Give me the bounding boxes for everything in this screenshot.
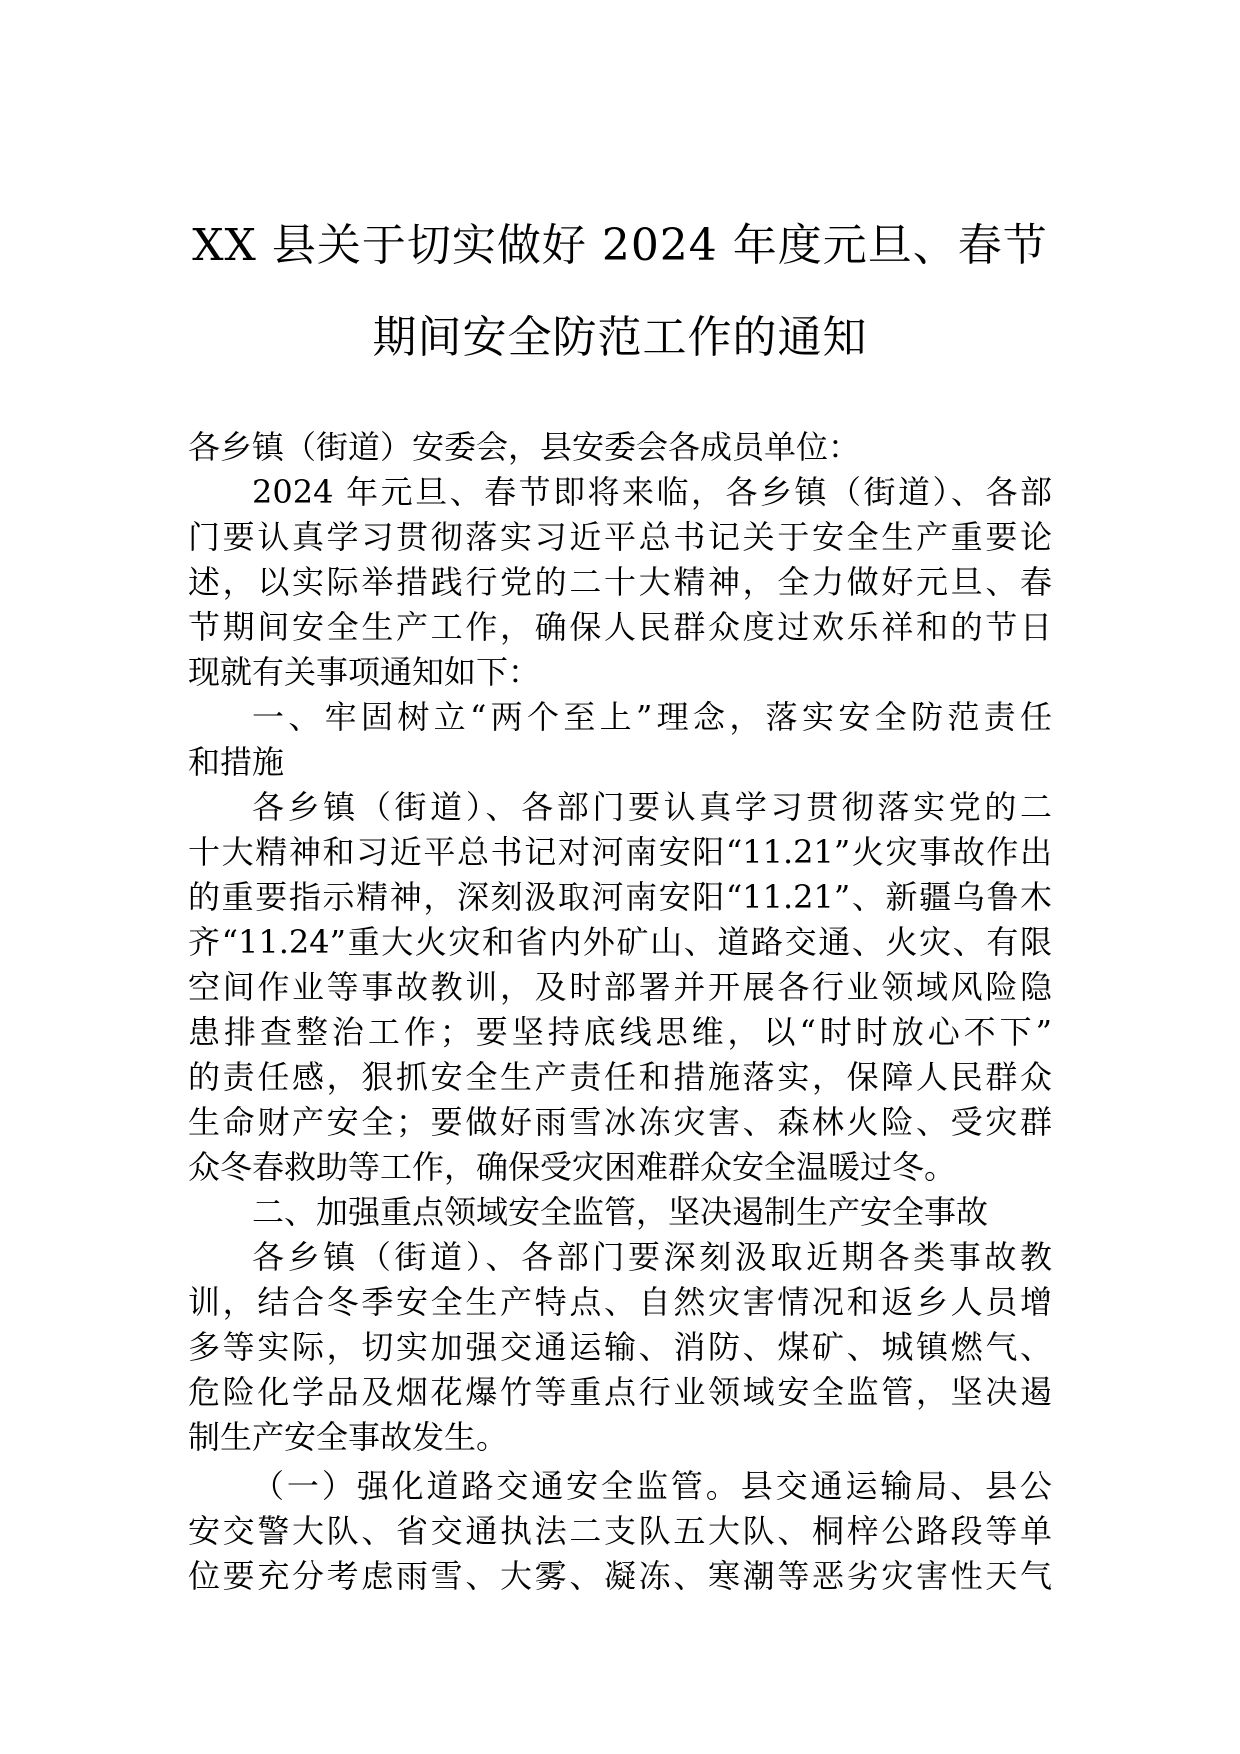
body-line: 多等实际，切实加强交通运输、消防、煤矿、城镇燃气、 [188,1328,1052,1366]
body-line: 生命财产安全；要做好雨雪冰冻灾害、森林火险、受灾群 [188,1103,1052,1141]
salutation: 各乡镇（街道）安委会，县安委会各成员单位： [188,428,861,466]
body-line: 十大精神和习近平总书记对河南安阳“11.21”火灾事故作出 [188,833,1052,871]
body-line: 2024 年元旦、春节即将来临，各乡镇（街道）、各部 [252,473,1052,511]
body-line: 的责任感，狠抓安全生产责任和措施落实，保障人民群众 [188,1058,1052,1096]
body-line: 各乡镇（街道）、各部门要深刻汲取近期各类事故教 [252,1238,1052,1276]
body-line: 众冬春救助等工作，确保受灾困难群众安全温暖过冬。 [188,1148,957,1186]
body-line: 齐“11.24”重大火灾和省内外矿山、道路交通、火灾、有限 [188,923,1052,961]
body-line: 危险化学品及烟花爆竹等重点行业领域安全监管，坚决遏 [188,1373,1052,1411]
body-line: 患排查整治工作；要坚持底线思维，以“时时放心不下” [188,1013,1052,1051]
body-line: 述，以实际举措践行党的二十大精神，全力做好元旦、春 [188,563,1052,601]
section-heading-1: 一、牢固树立“两个至上”理念，落实安全防范责任 [252,698,1052,736]
document-body [188,425,1052,1599]
document-title-line-2: 期间安全防范工作的通知 [372,312,868,363]
body-line: 安交警大队、省交通执法二支队五大队、桐梓公路段等单 [188,1512,1052,1550]
body-line: 训，结合冬季安全生产特点、自然灾害情况和返乡人员增 [188,1283,1052,1321]
body-line: 现就有关事项通知如下： [188,653,541,691]
body-line: 位要充分考虑雨雪、大雾、凝冻、寒潮等恶劣灾害性天气 [188,1557,1052,1595]
subsection-heading-1: （一）强化道路交通安全监管。县交通运输局、县公 [252,1467,1052,1505]
section-heading-1-cont: 和措施 [188,743,285,781]
body-line: 各乡镇（街道）、各部门要认真学习贯彻落实党的二 [252,788,1052,826]
document-title-line-1: XX 县关于切实做好 2024 年度元旦、春节 [192,220,1048,271]
body-line: 节期间安全生产工作，确保人民群众度过欢乐祥和的节日 [188,608,1052,646]
body-line: 的重要指示精神，深刻汲取河南安阳“11.21”、新疆乌鲁木 [188,878,1052,916]
body-line: 空间作业等事故教训，及时部署并开展各行业领域风险隐 [188,968,1052,1006]
section-heading-2: 二、加强重点领域安全监管，坚决遏制生产安全事故 [252,1193,989,1231]
body-line: 制生产安全事故发生。 [188,1418,509,1456]
body-line: 门要认真学习贯彻落实习近平总书记关于安全生产重要论 [188,518,1052,556]
